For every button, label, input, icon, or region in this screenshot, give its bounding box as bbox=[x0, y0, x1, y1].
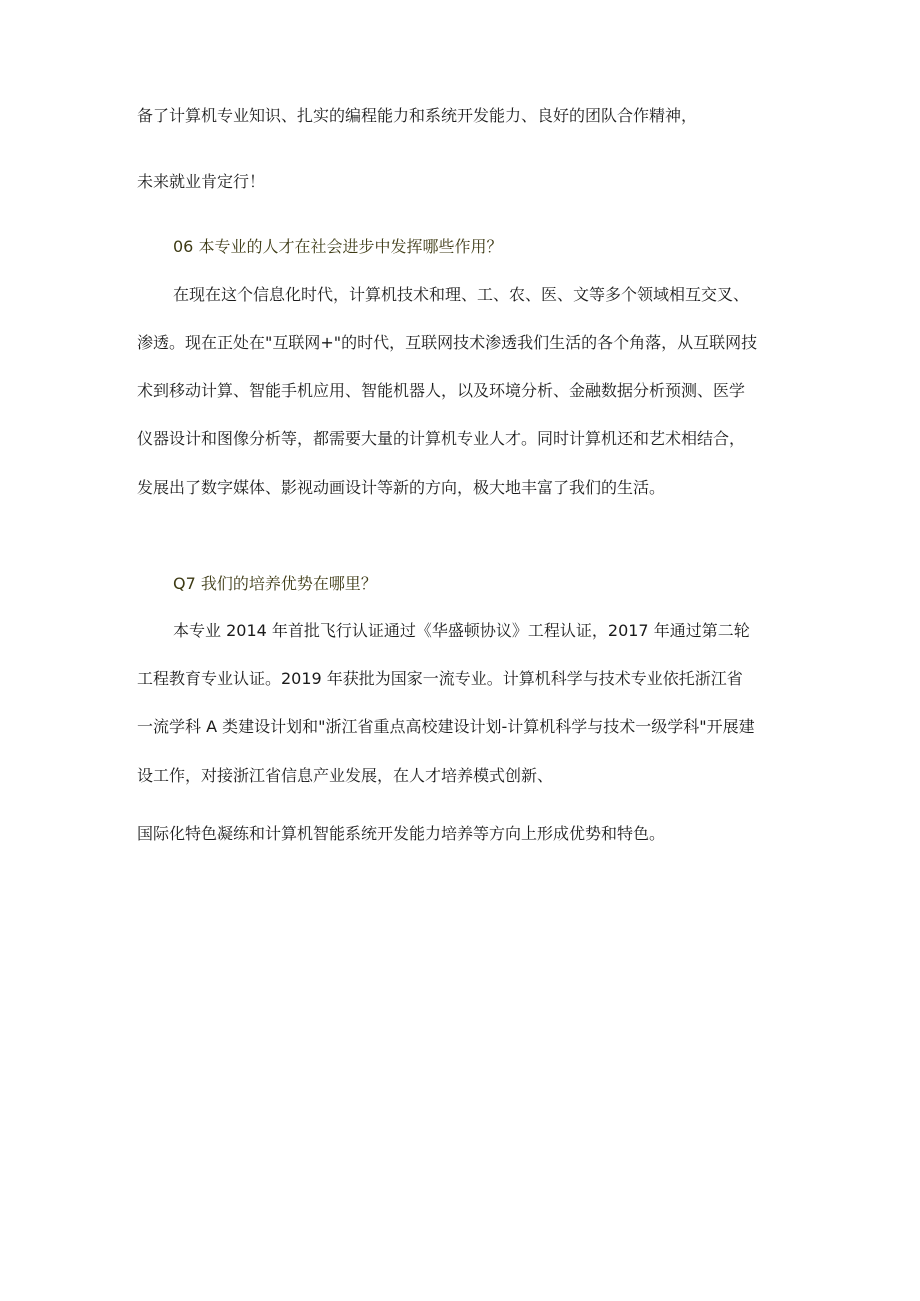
section-7-heading: Q7 我们的培养优势在哪里？ bbox=[173, 574, 377, 593]
section-6-line-2: 渗透。现在正处在"互联网+"的时代，互联网技术渗透我们生活的各个角落，从互联网技 bbox=[137, 333, 758, 352]
section-6-line-5: 发展出了数字媒体、影视动画设计等新的方向，极大地丰富了我们的生活。 bbox=[137, 478, 666, 497]
section-7-line-5: 国际化特色凝练和计算机智能系统开发能力培养等方向上形成优势和特色。 bbox=[137, 824, 666, 843]
intro-line-1: 备了计算机专业知识、扎实的编程能力和系统开发能力、良好的团队合作精神， bbox=[137, 106, 698, 125]
section-7-line-2: 工程教育专业认证。2019 年获批为国家一流专业。计算机科学与技术专业依托浙江省 bbox=[137, 669, 743, 688]
section-6-heading: 06 本专业的人才在社会进步中发挥哪些作用？ bbox=[173, 237, 503, 256]
section-6-line-1: 在现在这个信息化时代，计算机技术和理、工、农、医、文等多个领域相互交叉、 bbox=[173, 285, 750, 304]
intro-line-2: 未来就业肯定行！ bbox=[137, 172, 266, 191]
section-7-line-4: 设工作，对接浙江省信息产业发展，在人才培养模式创新、 bbox=[137, 766, 554, 785]
section-7-line-3: 一流学科 A 类建设计划和"浙江省重点高校建设计划-计算机科学与技术一级学科"开展建 bbox=[137, 717, 755, 736]
section-6-line-3: 术到移动计算、智能手机应用、智能机器人，以及环境分析、金融数据分析预测、医学 bbox=[137, 381, 746, 400]
section-6-line-4: 仪器设计和图像分析等，都需要大量的计算机专业人才。同时计算机还和艺术相结合， bbox=[137, 429, 746, 448]
section-7-line-1: 本专业 2014 年首批飞行认证通过《华盛顿协议》工程认证，2017 年通过第二轮 bbox=[173, 621, 750, 640]
